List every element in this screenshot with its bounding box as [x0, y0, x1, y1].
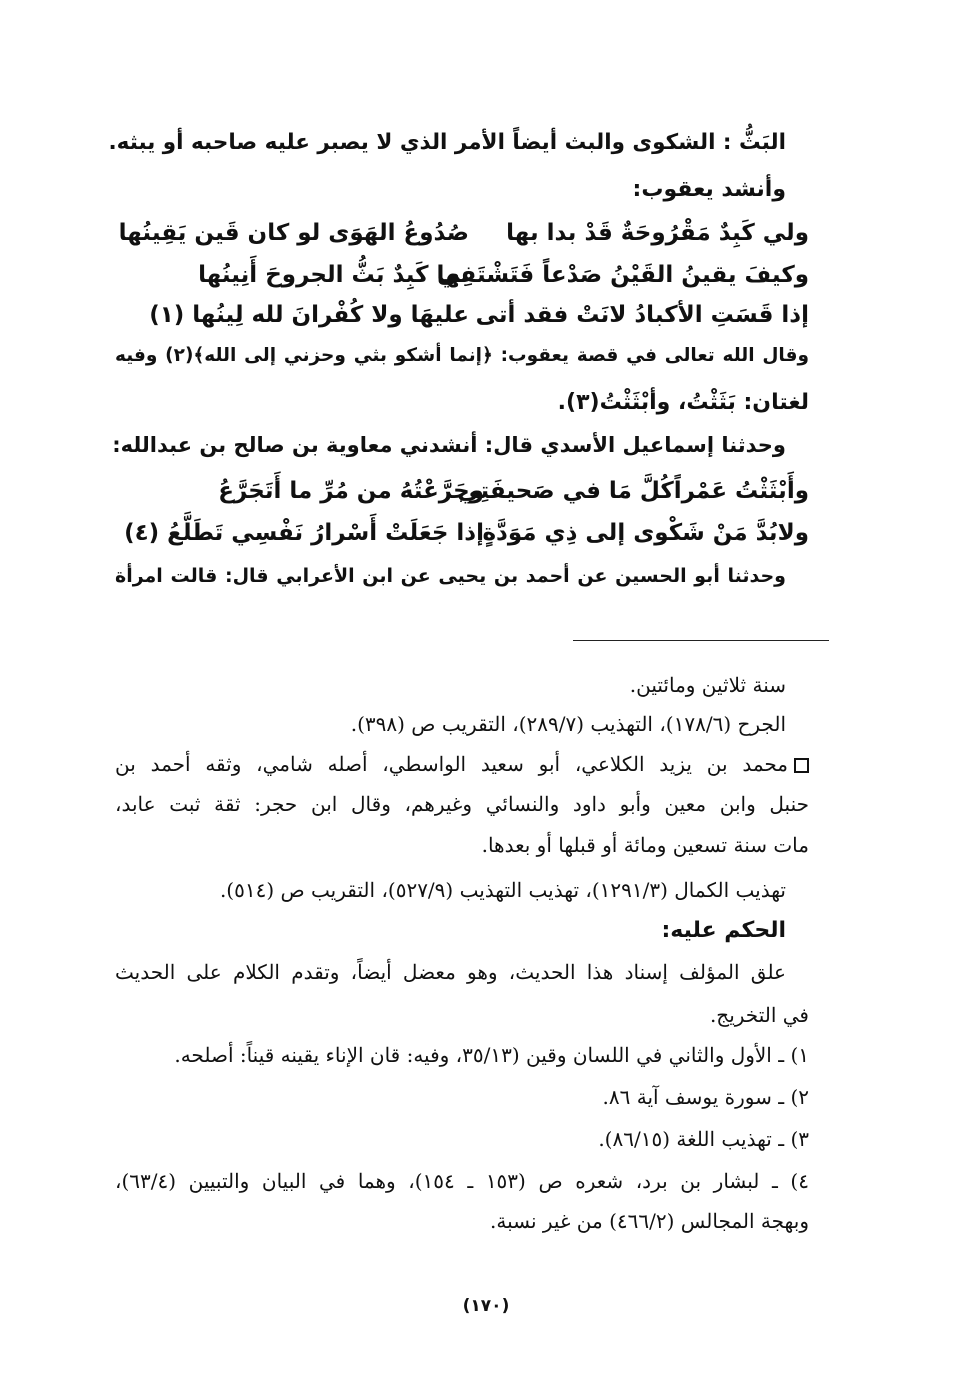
footnote-4-continued: وبهجة المجالس (٤٦٦/٢) من غير نسبة.	[490, 1209, 809, 1233]
footnote-text: تهذيب الكمال (١٢٩١/٣)، تهذيب التهذيب (٥٢٧/٩)، التقريب ص (٥١٤).	[219, 878, 786, 902]
narrator-entry	[115, 752, 809, 776]
footnote-text: في التخريج.	[709, 1003, 809, 1027]
footnote-text: حنبل وابن معين وأبو داود والنسائي وغيرهم، وقال ابن حجر: ثقة ثبت عابد،	[115, 792, 809, 816]
verse-hemistich-first: إذا قَسَتِ الأكبادُ لانَتْ فقد أتى	[475, 302, 809, 328]
footnote-3: ٣) ـ تهذيب اللغة (٨٦/١٥).	[598, 1127, 809, 1151]
verse-hemistich-first: ولابُدَّ مَنْ شَكْوى إلى ذِي مَوَدَّةٍ	[482, 520, 809, 546]
verse-hemistich-second: بها كَبِدٌ بَثُّ الجروحَ أَنِينُها	[198, 262, 469, 288]
verse-hemistich-second: إذا جَعَلَتْ أَسْرارُ نَفْسِي تَطَلَّعُ (٤)	[124, 520, 484, 546]
verse-hemistich-first: ولي كَبِدٌ مَقْرُوحَةٌ قَدْ بدا بها	[506, 220, 809, 246]
footnote-2: ٢) ـ سورة يوسف آية ٨٦.	[602, 1085, 809, 1109]
footnote-separator	[573, 640, 829, 641]
narrator-entry-text: محمد بن يزيد الكلاعي، أبو سعيد الواسطي، أصله شامي، وثقه أحمد بن	[115, 752, 788, 776]
footnote-1: ١) ـ الأول والثاني في اللسان وقين (٣٥/١٣، وفيه: قان الإناء يقينه قيناً: أصلحه.	[174, 1043, 809, 1067]
footnote-text: الجرح (١٧٨/٦)، التهذيب (٢٨٩/٧)، التقريب ص (٣٩٨).	[350, 712, 786, 736]
footnote-text: علق المؤلف إسناد هذا الحديث، وهو معضل أيضاً، وتقدم الكلام على الحديث	[115, 960, 786, 984]
definition-line: البَثُّ : الشكوى والبث أيضاً الأمر الذي لا يصبر عليه صاحبه أو يبثه.	[108, 130, 786, 155]
ruling-heading: الحكم عليه:	[661, 918, 786, 943]
narration-line: وحدثنا إسماعيل الأسدي قال: أنشدني معاوية بن صالح بن عبدالله:	[112, 433, 786, 457]
narration-line: وحدثنا أبو الحسين عن أحمد بن يحيى عن ابن الأعرابي قال: قالت امرأة	[115, 565, 786, 587]
footnote-text: سنة ثلاثين ومائتين.	[629, 673, 786, 697]
footnote-4: ٤) ـ لبشار بن برد، شعره ص (١٥٣ ـ ١٥٤)، وهما في البيان والتبيين (٦٣/٤)،	[115, 1169, 809, 1193]
recital-intro: وأنشد يعقوب:	[632, 177, 786, 202]
quran-citation-line: وقال الله تعالى في قصة يعقوب: ﴿إنما أشكو بثي وحزني إلى الله﴾(٢) وفيه	[115, 345, 809, 366]
verse-hemistich-second: عليهَا ولا كُفْرانَ لله لِينُها (١)	[149, 302, 469, 328]
verse-hemistich-first: وأَبْثَثْتُ عَمْراًكُلَّ مَا في صَحيفَتِي	[457, 478, 809, 504]
square-bullet-icon	[794, 758, 809, 773]
footnote-text: مات سنة تسعين ومائة أو قبلها أو بعدها.	[481, 833, 809, 857]
verse-hemistich-second: صُدُوعُ الهَوَى لو كان قَين يَقِينُها	[118, 220, 469, 246]
verse-hemistich-second: وجَرَّعْتُهُ من مُرِّ ما أَتَجَرَّعُ	[218, 478, 484, 504]
verse-hemistich-first: وكيفَ يقينُ القَيْنُ صَدْعاً فَتَشْتَفِي	[437, 262, 809, 288]
dialect-note-line: لغتان: بَثَثْتُ، وأبْثَثْتُ(٣).	[557, 390, 809, 415]
page-number: (١٧٠)	[462, 1296, 510, 1316]
